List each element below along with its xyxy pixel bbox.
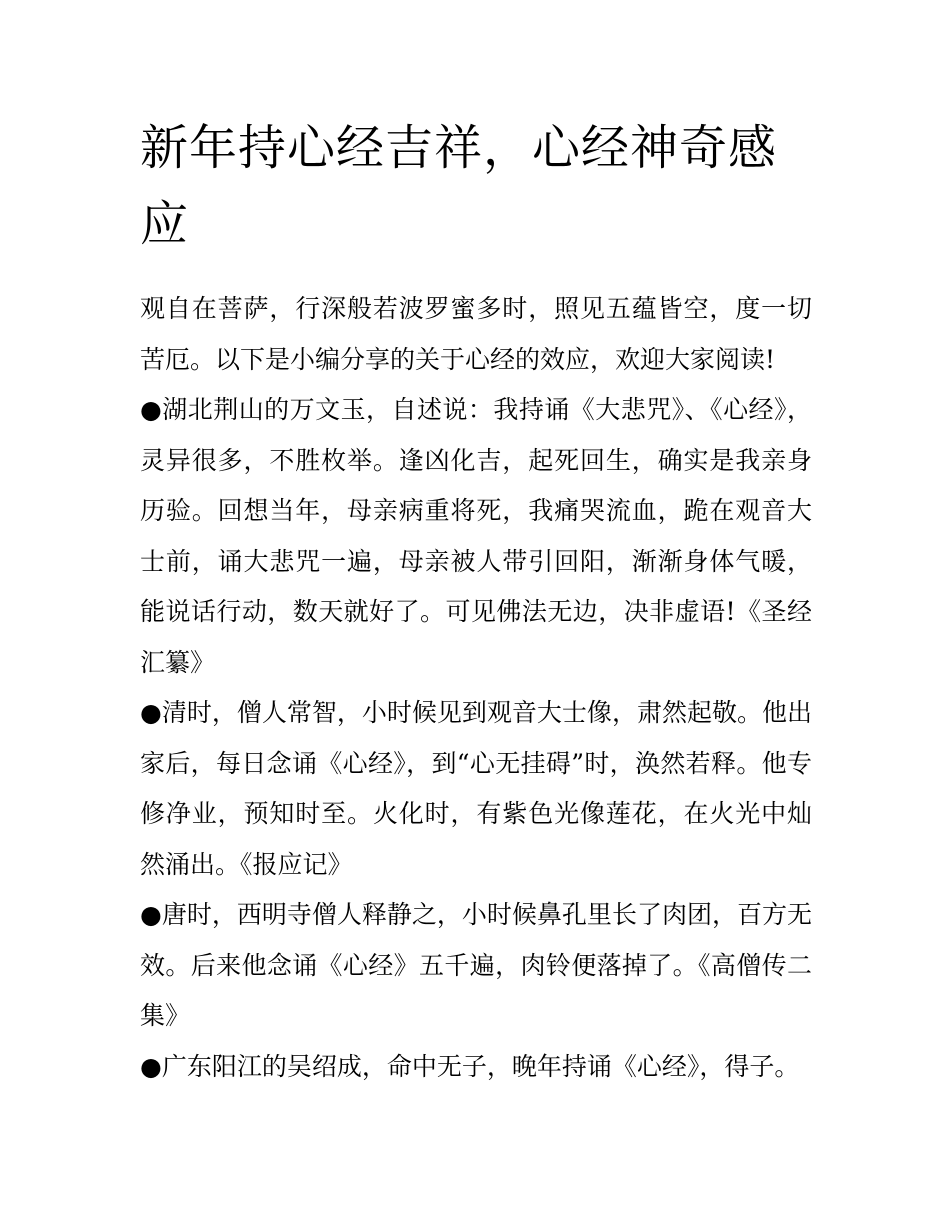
story-paragraph-wanwenyu: ●湖北荆山的万文玉，自述说：我持诵《大悲咒》、《心经》，灵异很多，不胜枚举。逢凶化吉，起死回生，确实是我亲身历验。回想当年，母亲病重将死，我痛哭流血，跪在观音大士前，诵大悲咒一遍，母亲被人带引回阳，渐渐身体气暖，能说话行动，数天就好了。可见佛法无边，决非虚语!《圣经汇纂》 <box>140 395 812 677</box>
document-page <box>140 110 812 1092</box>
story-paragraph-changzhi: ●清时，僧人常智，小时候见到观音大士像，肃然起敬。他出家后，每日念诵《心经》，到“心无挂碍”时，涣然若释。他专修净业，预知时至。火化时，有紫色光像莲花，在火光中灿然涌出。《报应记》 <box>140 698 812 879</box>
story-paragraph-shijingzhi: ●唐时，西明寺僧人释静之，小时候鼻孔里长了肉团，百方无效。后来他念诵《心经》五千遍，肉铃便落掉了。《高僧传二集》 <box>140 900 812 1030</box>
document-title: 新年持心经吉祥，心经神奇感应 <box>140 120 778 252</box>
document-body <box>140 284 812 1092</box>
story-paragraph-wushaocheng: ●广东阳江的吴绍成，命中无子，晚年持诵《心经》，得子。 <box>140 1051 800 1081</box>
intro-paragraph: 观自在菩萨，行深般若波罗蜜多时，照见五蕴皆空，度一切苦厄。以下是小编分享的关于心经的效应，欢迎大家阅读! <box>140 294 812 374</box>
